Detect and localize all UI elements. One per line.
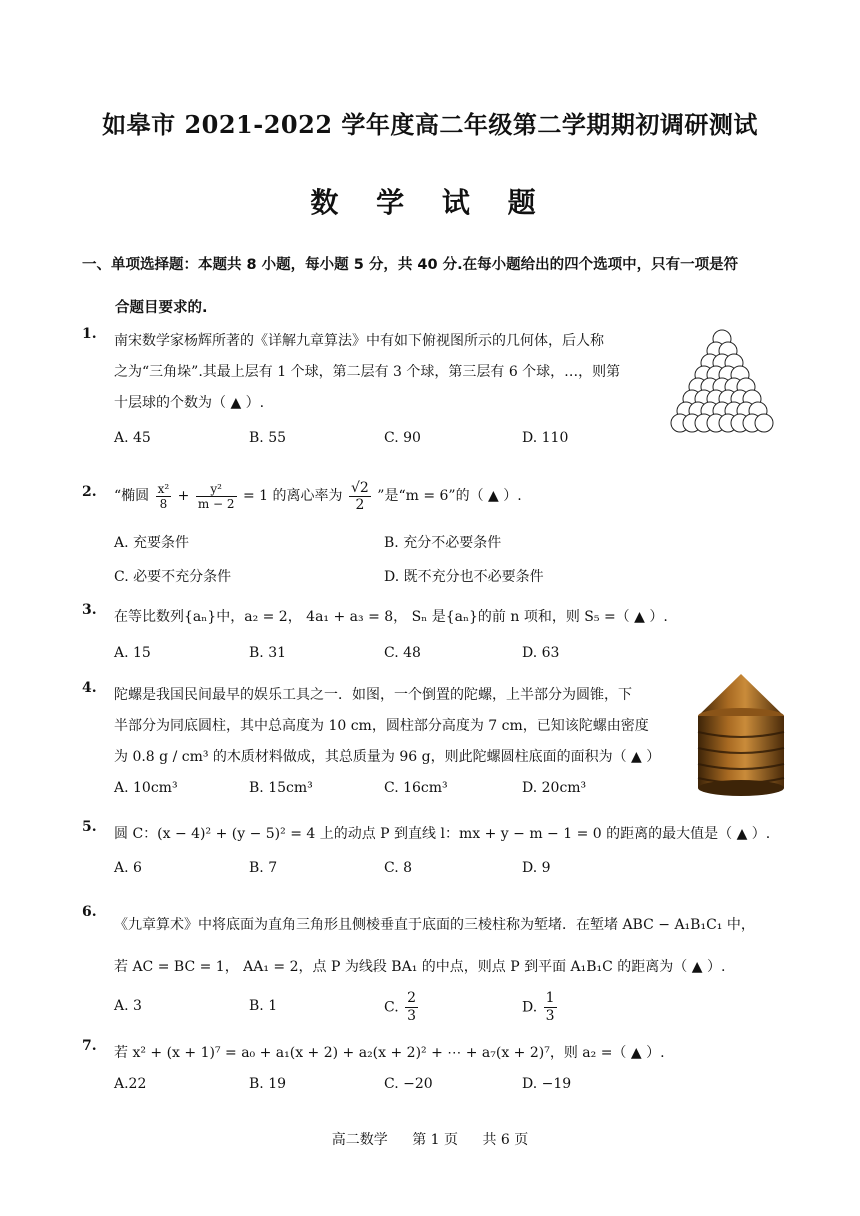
option-c-numerator: 2 (407, 990, 417, 1006)
option-b: B. 7 (249, 860, 278, 876)
question-number: 4. (82, 680, 97, 696)
option-d: D. 9 (522, 860, 551, 876)
option-c: C. 90 (384, 430, 421, 446)
section-heading-line2: 合题目要求的. (115, 300, 208, 316)
option-a: A. 45 (114, 430, 151, 446)
option-a: A. 10cm³ (114, 780, 178, 796)
option-a: A. 3 (114, 998, 142, 1014)
option-d: D. 20cm³ (522, 780, 587, 796)
question-5-options (114, 860, 734, 884)
option-a: A. 6 (114, 860, 142, 876)
question-4-line1: 陀螺是我国民间最早的娱乐工具之一．如图，一个倒置的陀螺，上半部分为圆锥，下 (114, 687, 632, 703)
question-number: 2. (82, 484, 97, 500)
footer-subject: 高二数学 (331, 1132, 388, 1148)
question-3-text: 在等比数列{aₙ}中，a₂ = 2， 4a₁ + a₃ = 8， Sₙ 是{aₙ}的前 n 项和，则 S₅ =（ ▲ ）. (114, 609, 668, 625)
question-3 (82, 602, 782, 633)
option-b: B. 31 (249, 645, 287, 661)
question-number: 1. (82, 326, 97, 342)
footer-page-number: 第 1 页 (412, 1132, 458, 1148)
question-number: 3. (82, 602, 97, 618)
question-6 (82, 904, 782, 988)
spinning-top-photo (692, 670, 790, 800)
question-number: 5. (82, 819, 97, 835)
question-1-line3: 十层球的个数为（ ▲ ）. (114, 395, 265, 411)
question-3-options (114, 645, 734, 669)
page-subtitle: 数 学 试 题 (310, 186, 550, 219)
equals-one: = 1 (243, 488, 269, 504)
q2-text-b: 的离心率为 (272, 488, 343, 504)
triangular-ball-stack-figure (664, 325, 780, 437)
option-d: D. 既不充分也不必要条件 (384, 569, 544, 585)
question-7 (82, 1038, 782, 1069)
option-b: B. 15cm³ (249, 780, 313, 796)
fraction-y2-over-m-2: $\frac{\text{y²}}{m - 2}$ (197, 481, 235, 511)
fraction-sqrt2-over-2: $\frac{√2}{2}$ (351, 479, 369, 513)
question-4-line2: 半部分为同底圆柱，其中总高度为 10 cm，圆柱部分高度为 7 cm，已知该陀螺由密度 (114, 718, 649, 734)
option-d: D. $\frac{1}{3}$ (522, 990, 555, 1024)
question-6-line1: 《九章算术》中将底面为直角三角形且侧棱垂直于底面的三棱柱称为堑堵．在堑堵 ABC − A₁B₁C₁ 中， (114, 917, 755, 933)
plus-sign: + (177, 488, 190, 504)
question-2 (82, 478, 782, 514)
option-b: B. 55 (249, 430, 287, 446)
option-b: B. 充分不必要条件 (384, 535, 502, 551)
question-5-text: 圆 C：(x − 4)² + (y − 5)² = 4 上的动点 P 到直线 l：mx + y − m − 1 = 0 的距离的最大值是（ ▲ ）. (114, 826, 771, 842)
question-number: 7. (82, 1038, 97, 1054)
option-b: B. 1 (249, 998, 278, 1014)
section-heading-line1: 一、单项选择题：本题共 8 小题，每小题 5 分，共 40 分.在每小题给出的四个选项中，只有一项是符 (82, 257, 739, 273)
question-6-line2: 若 AC = BC = 1， AA₁ = 2，点 P 为线段 BA₁ 的中点，则点 P 到平面 A₁B₁C 的距离为（ ▲ ）. (114, 959, 726, 975)
option-c: C. 必要不充分条件 (114, 569, 232, 585)
option-d-denominator: 3 (545, 1008, 555, 1024)
option-c: C. 16cm³ (384, 780, 448, 796)
question-1-line1: 南宋数学家杨辉所著的《详解九章算法》中有如下俯视图所示的几何体，后人称 (114, 333, 604, 349)
option-a: A. 15 (114, 645, 151, 661)
question-1-options (114, 430, 734, 454)
question-4-line3: 为 0.8 g / cm³ 的木质材料做成，其总质量为 96 g，则此陀螺圆柱底面的面积为（ ▲ ） (114, 749, 661, 765)
question-2-options-row2 (114, 566, 734, 590)
q2-text-a: “椭圆 (114, 488, 150, 504)
option-c: C. 8 (384, 860, 413, 876)
footer-total-pages: 共 6 页 (482, 1132, 529, 1148)
option-c: C. −20 (384, 1076, 433, 1092)
option-d: D. 63 (522, 645, 560, 661)
question-4-options (114, 780, 734, 804)
page-footer (0, 1129, 860, 1149)
option-c-denominator: 3 (407, 1008, 417, 1024)
option-d-numerator: 1 (545, 990, 555, 1006)
page-title: 如皋市 2021-2022 学年度高二年级第二学期期初调研测试 (102, 110, 758, 139)
section-heading (82, 244, 802, 330)
fraction-x2-over-8: $\frac{\text{x²}}{8}$ (157, 481, 170, 511)
question-7-text: 若 x² + (x + 1)⁷ = a₀ + a₁(x + 2) + a₂(x + 2)² + ⋯ + a₇(x + 2)⁷，则 a₂ =（ ▲ ）. (114, 1045, 665, 1061)
question-1-line2: 之为“三角垛”.其最上层有 1 个球，第二层有 3 个球，第三层有 6 个球，…，则第 (114, 364, 621, 380)
option-c: C. 48 (384, 645, 421, 661)
question-7-options (114, 1076, 734, 1100)
option-d: D. 110 (522, 430, 569, 446)
question-5 (82, 819, 782, 850)
question-number: 6. (82, 904, 97, 920)
option-a: A. 充要条件 (114, 535, 190, 551)
option-b: B. 19 (249, 1076, 287, 1092)
question-4 (82, 680, 782, 773)
option-a: A.22 (114, 1076, 147, 1092)
option-d: D. −19 (522, 1076, 572, 1092)
question-2-options-row1 (114, 532, 734, 556)
question-6-options (114, 990, 734, 1026)
q2-text-c: ”是“m = 6”的（ ▲ ）. (377, 488, 522, 504)
option-c: C. $\frac{2}{3}$ (384, 990, 417, 1024)
